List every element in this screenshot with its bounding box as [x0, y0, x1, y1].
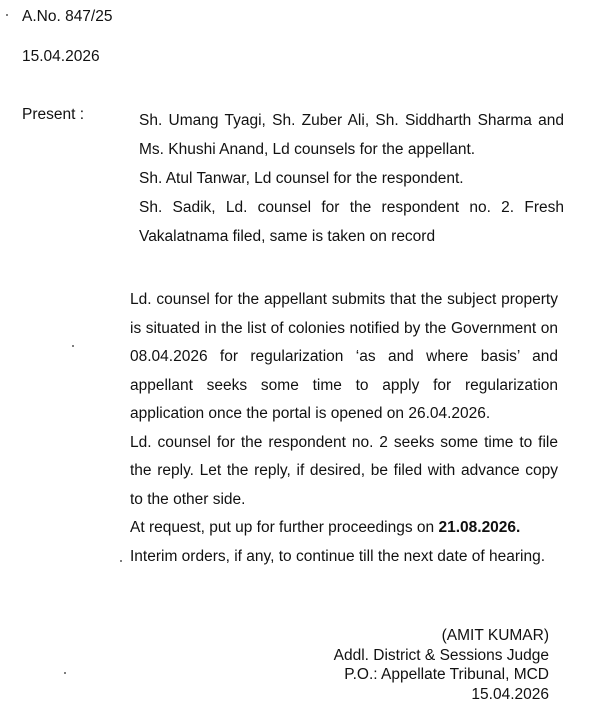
signature-date: 15.04.2026 [471, 685, 549, 703]
order-body [130, 286, 558, 571]
case-number: A.No. 847/25 [22, 8, 113, 25]
next-date-prefix: At request, put up for further proceedings on [130, 519, 439, 536]
judge-office: P.O.: Appellate Tribunal, MCD [344, 666, 549, 683]
scan-speck [64, 672, 66, 674]
present-entry-appellant-counsel: Sh. Umang Tyagi, Sh. Zuber Ali, Sh. Siddharth Sharma and Ms. Khushi Anand, Ld counsels for the appellant. [139, 112, 564, 158]
scan-speck [120, 560, 122, 562]
order-paragraph-reply: Ld. counsel for the respondent no. 2 seeks some time to file the reply. Let the reply, if desired, be filed with advance copy to the other side. [130, 433, 558, 508]
order-paragraph-next-date [130, 514, 558, 543]
next-hearing-date: 21.08.2026. [438, 519, 521, 536]
judge-designation: Addl. District & Sessions Judge [333, 646, 549, 664]
present-label: Present : [22, 106, 85, 123]
present-entry-respondent-2-counsel: Sh. Sadik, Ld. counsel for the respondent no. 2. Fresh Vakalatnama filed, same is taken on record [139, 199, 564, 245]
present-entry-respondent-counsel: Sh. Atul Tanwar, Ld counsel for the respondent. [139, 170, 464, 187]
order-date: 15.04.2026 [22, 48, 100, 65]
judge-name: (AMIT KUMAR) [441, 627, 549, 644]
scan-speck [6, 14, 8, 16]
signature-block [334, 626, 549, 704]
present-list [139, 106, 564, 251]
order-paragraph-interim: Interim orders, if any, to continue till the next date of hearing. [130, 547, 545, 565]
order-paragraph-submission: Ld. counsel for the appellant submits that the subject property is situated in the list of colonies notified by the Government on 08.04.2026 for regularization ‘as and where basis’ and appellant seeks some time to apply for regularization application once the portal is opened on 26.04.2026. [130, 291, 558, 422]
scan-speck [72, 345, 74, 347]
